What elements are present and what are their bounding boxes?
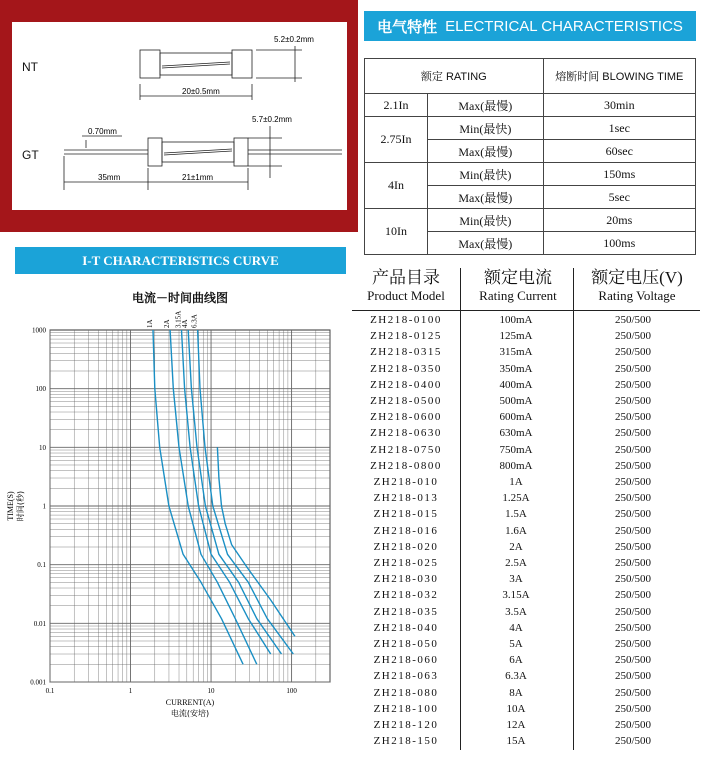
table-row xyxy=(352,571,702,587)
model-cell: ZH218-080 xyxy=(373,686,439,699)
model-cell: ZH218-0500 xyxy=(370,395,442,407)
time-cell: 20ms xyxy=(543,209,695,232)
table-row xyxy=(352,652,702,668)
table-row xyxy=(352,701,702,717)
table-row xyxy=(352,458,702,474)
current-cell: 630mA xyxy=(499,427,533,440)
current-cell: 8A xyxy=(509,686,523,699)
table-row xyxy=(352,474,702,490)
cond-cell: Min(最快) xyxy=(428,117,544,140)
current-cell: 100mA xyxy=(499,314,533,326)
model-cell: ZH218-063 xyxy=(373,670,439,683)
model-cell: ZH218-0125 xyxy=(370,330,442,343)
voltage-cell: 250/500 xyxy=(614,670,652,683)
time-cell: 30min xyxy=(543,94,695,117)
table-row xyxy=(352,555,702,571)
model-cell: ZH218-0800 xyxy=(370,459,442,472)
x-axis-label-cn: 电流(安培) xyxy=(170,709,210,718)
product-table-header xyxy=(352,268,702,310)
current-cell: 315mA xyxy=(499,346,533,359)
table-row xyxy=(352,506,702,522)
voltage-cell: 250/500 xyxy=(614,589,652,602)
voltage-cell: 250/500 xyxy=(614,654,652,667)
current-col-header xyxy=(464,268,572,304)
y-tick-label: 100 xyxy=(35,385,46,394)
gt-length-dim: 21±1mm xyxy=(182,173,214,182)
x-tick-label: 10 xyxy=(207,687,215,695)
model-cell: ZH218-100 xyxy=(373,702,439,715)
table-row xyxy=(352,409,702,425)
table-row xyxy=(365,163,696,186)
voltage-cell: 250/500 xyxy=(614,395,652,407)
current-cell: 4A xyxy=(509,621,523,634)
table-row xyxy=(352,361,702,377)
cond-cell: Max(最慢) xyxy=(428,186,544,209)
voltage-cell: 250/500 xyxy=(614,362,652,375)
fuse-drawings xyxy=(12,22,347,210)
current-cell: 12A xyxy=(506,719,526,731)
model-cell: ZH218-0600 xyxy=(370,411,442,424)
model-cell: ZH218-040 xyxy=(373,621,439,634)
current-cell: 15A xyxy=(506,735,526,748)
table-row xyxy=(352,344,702,360)
x-tick-label: 100 xyxy=(286,687,297,695)
table-row xyxy=(352,442,702,458)
voltage-cell: 250/500 xyxy=(614,638,652,650)
time-cell: 150ms xyxy=(543,163,695,186)
curve-1A xyxy=(153,330,243,664)
model-cell: ZH218-150 xyxy=(373,735,439,748)
voltage-cell: 250/500 xyxy=(614,459,652,472)
current-cell: 350mA xyxy=(499,362,533,375)
current-cell: 1A xyxy=(509,476,523,488)
table-row xyxy=(352,620,702,636)
voltage-cell: 250/500 xyxy=(614,427,652,440)
current-cell: 3.5A xyxy=(505,605,527,618)
time-cell: 100ms xyxy=(543,232,695,255)
nt-diameter-dim: 5.2±0.2mm xyxy=(274,35,314,44)
voltage-cell: 250/500 xyxy=(614,476,652,488)
it-curve-header: I-T CHARACTERISTICS CURVE xyxy=(15,247,346,274)
series-label: 1A xyxy=(145,319,154,328)
current-cell: 500mA xyxy=(499,395,533,407)
model-cell: ZH218-120 xyxy=(373,719,439,731)
product-header-divider xyxy=(352,310,700,311)
chart-curves xyxy=(146,311,295,665)
cond-cell: Max(最慢) xyxy=(428,232,544,255)
current-header-cn: 额定电流 xyxy=(484,268,552,287)
dimension-drawing-area xyxy=(12,22,347,210)
curve-series-5 xyxy=(217,447,295,636)
chart-title: 电流－时间曲线图 xyxy=(131,291,228,305)
voltage-cell: 250/500 xyxy=(614,378,652,391)
y-tick-label: 10 xyxy=(39,443,46,452)
model-cell: ZH218-010 xyxy=(373,476,439,488)
current-cell: 3A xyxy=(509,573,523,586)
model-cell: ZH218-016 xyxy=(373,524,439,537)
chart-grid xyxy=(50,330,330,682)
voltage-cell: 250/500 xyxy=(614,508,652,521)
it-chart xyxy=(0,300,350,720)
voltage-cell: 250/500 xyxy=(614,605,652,618)
model-cell: ZH218-032 xyxy=(373,589,439,602)
model-cell: ZH218-0100 xyxy=(370,314,442,326)
table-row xyxy=(352,733,702,749)
current-cell: 2.5A xyxy=(505,557,527,569)
voltage-cell: 250/500 xyxy=(614,557,652,569)
voltage-cell: 250/500 xyxy=(614,540,652,553)
model-cell: ZH218-0400 xyxy=(370,378,442,391)
model-cell: ZH218-025 xyxy=(373,557,439,569)
table-row xyxy=(352,393,702,409)
table-row xyxy=(352,636,702,652)
current-cell: 6A xyxy=(509,654,523,667)
gt-label: GT xyxy=(22,148,39,162)
table-row xyxy=(352,587,702,603)
current-cell: 800mA xyxy=(499,459,533,472)
current-cell: 3.15A xyxy=(502,589,530,602)
chart-ticks xyxy=(30,327,297,696)
rating-cell: 10In xyxy=(365,209,428,255)
blowing-col-header: 熔断时间 BLOWING TIME xyxy=(543,59,695,94)
current-cell: 1.6A xyxy=(505,524,527,537)
voltage-cell: 250/500 xyxy=(614,719,652,731)
table-row xyxy=(352,523,702,539)
electrical-table xyxy=(364,58,696,255)
table-row xyxy=(352,490,702,506)
y-tick-label: 1 xyxy=(42,502,46,511)
model-cell: ZH218-020 xyxy=(373,540,439,553)
y-tick-label: 0.1 xyxy=(37,561,46,570)
time-cell: 1sec xyxy=(543,117,695,140)
voltage-header-cn: 额定电压(V) xyxy=(591,268,683,287)
model-cell: ZH218-050 xyxy=(373,638,439,650)
curve-3.15A xyxy=(182,330,271,654)
time-cell: 60sec xyxy=(543,140,695,163)
table-row xyxy=(352,539,702,555)
model-cell: ZH218-015 xyxy=(373,508,439,521)
current-cell: 2A xyxy=(509,540,523,553)
gt-diameter-dim: 5.7±0.2mm xyxy=(252,115,292,124)
voltage-cell: 250/500 xyxy=(614,573,652,586)
model-col-header xyxy=(352,268,460,304)
table-row xyxy=(352,604,702,620)
current-cell: 1.5A xyxy=(505,508,527,521)
series-label: 4A xyxy=(181,319,190,328)
cond-cell: Max(最慢) xyxy=(428,94,544,117)
voltage-cell: 250/500 xyxy=(614,702,652,715)
table-row xyxy=(365,117,696,140)
model-cell: ZH218-035 xyxy=(373,605,439,618)
rating-cell: 2.1In xyxy=(365,94,428,117)
current-cell: 125mA xyxy=(499,330,533,343)
current-cell: 400mA xyxy=(499,378,533,391)
model-header-cn: 产品目录 xyxy=(372,268,440,287)
voltage-cell: 250/500 xyxy=(614,314,652,326)
electrical-header-row xyxy=(365,59,696,94)
nt-length-dim: 20±0.5mm xyxy=(182,87,220,96)
current-cell: 750mA xyxy=(499,443,533,456)
y-tick-label: 0.01 xyxy=(33,619,46,628)
y-axis-label: TIME(S) xyxy=(6,491,15,521)
gt-wire-dim: 0.70mm xyxy=(88,127,117,136)
voltage-cell: 250/500 xyxy=(614,686,652,699)
model-cell: ZH218-0630 xyxy=(370,427,442,440)
voltage-cell: 250/500 xyxy=(614,735,652,748)
nt-fuse-drawing xyxy=(140,46,302,100)
cond-cell: Min(最快) xyxy=(428,209,544,232)
cond-cell: Max(最慢) xyxy=(428,140,544,163)
x-tick-label: 0.1 xyxy=(45,687,55,695)
voltage-col-header xyxy=(578,268,696,304)
series-label: 2A xyxy=(163,319,172,328)
model-cell: ZH218-060 xyxy=(373,654,439,667)
curve-2A xyxy=(170,330,257,664)
model-cell: ZH218-0750 xyxy=(370,443,442,456)
y-tick-label: 1000 xyxy=(32,326,46,335)
model-header-en: Product Model xyxy=(367,288,445,303)
table-row xyxy=(365,209,696,232)
table-row xyxy=(352,685,702,701)
table-row xyxy=(352,668,702,684)
table-row xyxy=(352,425,702,441)
voltage-cell: 250/500 xyxy=(614,621,652,634)
table-row xyxy=(352,377,702,393)
model-cell: ZH218-0315 xyxy=(370,346,442,359)
electrical-title-en: ELECTRICAL CHARACTERISTICS xyxy=(445,17,683,35)
rating-cell: 4In xyxy=(365,163,428,209)
current-cell: 10A xyxy=(506,702,526,715)
voltage-header-en: Rating Voltage xyxy=(598,288,676,303)
table-row xyxy=(352,328,702,344)
voltage-cell: 250/500 xyxy=(614,411,652,424)
y-tick-label: 0.001 xyxy=(30,678,46,687)
current-header-en: Rating Current xyxy=(479,288,557,303)
x-tick-label: 1 xyxy=(128,687,133,695)
model-cell: ZH218-0350 xyxy=(370,362,442,375)
electrical-title-cn: 电气特性 xyxy=(377,18,438,36)
x-axis-label: CURRENT(A) xyxy=(165,698,215,707)
rating-col-header: 额定 RATING xyxy=(365,59,544,94)
table-row xyxy=(352,717,702,733)
y-axis-label-cn: 时间(秒) xyxy=(16,490,25,522)
time-cell: 5sec xyxy=(543,186,695,209)
nt-label: NT xyxy=(22,60,38,74)
electrical-header xyxy=(364,11,696,41)
voltage-cell: 250/500 xyxy=(614,443,652,456)
table-row xyxy=(365,94,696,117)
voltage-cell: 250/500 xyxy=(614,330,652,343)
rating-cell: 2.75In xyxy=(365,117,428,163)
series-label: 6.3A xyxy=(190,314,199,328)
voltage-cell: 250/500 xyxy=(614,346,652,359)
current-cell: 1.25A xyxy=(502,492,530,505)
model-cell: ZH218-013 xyxy=(373,492,439,505)
voltage-cell: 250/500 xyxy=(614,524,652,537)
current-cell: 6.3A xyxy=(505,670,527,683)
model-cell: ZH218-030 xyxy=(373,573,439,586)
table-row xyxy=(352,312,702,328)
series-label: 3.15A xyxy=(174,310,183,328)
voltage-cell: 250/500 xyxy=(614,492,652,505)
current-cell: 600mA xyxy=(499,411,533,424)
current-cell: 5A xyxy=(509,638,523,650)
gt-lead-dim: 35mm xyxy=(98,173,121,182)
cond-cell: Min(最快) xyxy=(428,163,544,186)
